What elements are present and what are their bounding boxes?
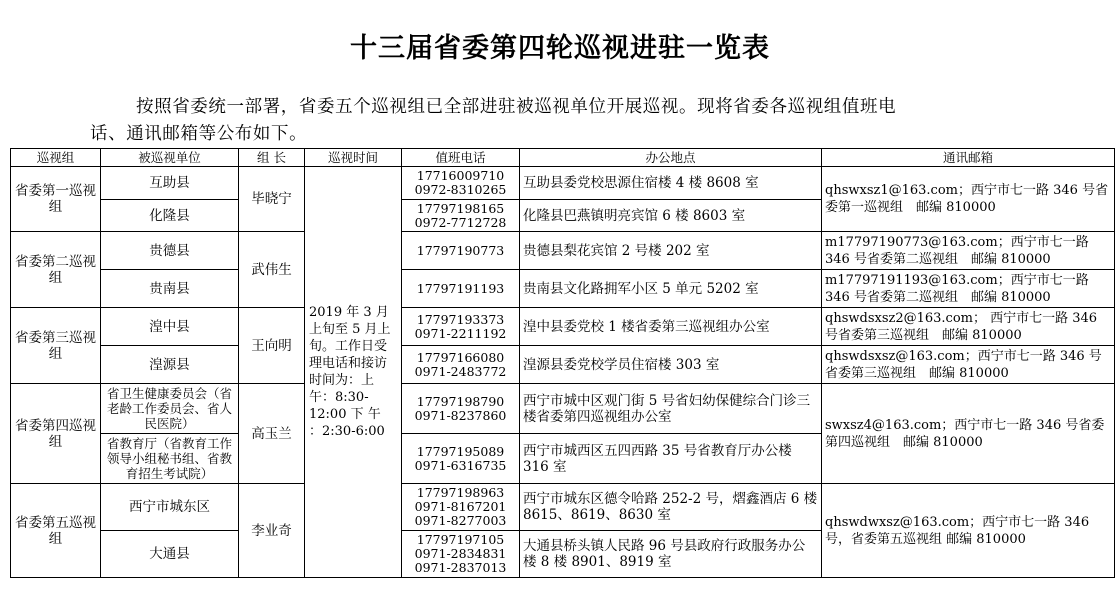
office-cell: 贵德县梨花宾馆 2 号楼 202 室 bbox=[520, 232, 822, 270]
table-row bbox=[11, 308, 1115, 346]
phone-cell bbox=[402, 346, 520, 384]
leader-cell: 高玉兰 bbox=[239, 384, 305, 484]
unit-cell: 化隆县 bbox=[101, 200, 239, 232]
email-cell: qhswdsxsz2@163.com； 西宁市七一路 346 号省委第三巡视组 邮编 810000 bbox=[822, 308, 1115, 346]
office-cell: 化隆县巴燕镇明亮宾馆 6 楼 8603 室 bbox=[520, 200, 822, 232]
phone-number: 0971-2834831 bbox=[414, 546, 507, 561]
leader-cell: 毕晓宁 bbox=[239, 167, 305, 232]
phone-number: 0971-8237860 bbox=[414, 407, 507, 423]
unit-cell: 湟中县 bbox=[101, 308, 239, 346]
phone-cell bbox=[402, 484, 520, 531]
header-phone: 值班电话 bbox=[402, 149, 520, 167]
header-group: 巡视组 bbox=[11, 149, 101, 167]
phone-number: 17797190773 bbox=[416, 242, 505, 258]
phone-number: 17797198790 bbox=[416, 393, 505, 409]
phone-cell bbox=[402, 308, 520, 346]
header-email: 通讯邮箱 bbox=[822, 149, 1115, 167]
email-cell: m17797190773@163.com；西宁市七一路 346 号省委第二巡视组 邮编 810000 bbox=[822, 232, 1115, 270]
phone-cell bbox=[402, 384, 520, 434]
office-cell: 湟中县委党校 1 楼省委第三巡视组办公室 bbox=[520, 308, 822, 346]
email-cell: qhswxsz1@163.com；西宁市七一路 346 号省委第一巡视组 邮编 810000 bbox=[822, 167, 1115, 232]
intro-line-2: 话、通讯邮箱等公布如下。 bbox=[90, 124, 308, 144]
phone-cell bbox=[402, 434, 520, 484]
group-name: 省委第四巡视组 bbox=[11, 384, 101, 484]
unit-cell: 湟源县 bbox=[101, 346, 239, 384]
phone-number: 17797166080 bbox=[416, 349, 505, 365]
group-name: 省委第一巡视组 bbox=[11, 167, 101, 232]
phone-number: 17797195089 bbox=[416, 443, 505, 459]
header-unit: 被巡视单位 bbox=[101, 149, 239, 167]
office-cell: 贵南县文化路拥军小区 5 单元 5202 室 bbox=[520, 270, 822, 308]
phone-number: 17797197105 bbox=[416, 532, 505, 547]
header-time: 巡视时间 bbox=[305, 149, 402, 167]
office-cell: 西宁市城西区五四西路 35 号省教育厅办公楼 316 室 bbox=[520, 434, 822, 484]
phone-number: 17797193373 bbox=[416, 311, 505, 327]
office-cell: 大通县桥头镇人民路 96 号县政府行政服务办公楼 8 楼 8901、8919 室 bbox=[520, 531, 822, 578]
email-cell: swxsz4@163.com；西宁市七一路 346 号省委第四巡视组 邮编 810000 bbox=[822, 384, 1115, 484]
phone-number: 17797191193 bbox=[416, 280, 505, 296]
email-cell: qhswdsxsz@163.com；西宁市七一路 346 号省委第三巡视组 邮编 810000 bbox=[822, 346, 1115, 384]
table-row bbox=[11, 484, 1115, 531]
phone-number: 0971-8277003 bbox=[414, 513, 507, 528]
unit-cell: 省卫生健康委员会（省老龄工作委员会、省人民医院） bbox=[101, 384, 239, 434]
email-cell: qhswdwxsz@163.com；西宁市七一路 346 号，省委第五巡视组 邮编 810000 bbox=[822, 484, 1115, 578]
phone-cell bbox=[402, 200, 520, 232]
intro-line-1: 按照省委统一部署，省委五个巡视组已全部进驻被巡视单位开展巡视。现将省委各巡视组值班电 bbox=[136, 97, 897, 117]
unit-cell: 西宁市城东区 bbox=[101, 484, 239, 531]
intro-paragraph bbox=[90, 94, 1030, 148]
group-name: 省委第二巡视组 bbox=[11, 232, 101, 308]
inspection-time-cell: 2019 年 3 月上旬至 5 月上旬。工作日受理电话和接访时间为：上午：8:30-12:00 下 午 ：2:30-6:00 bbox=[305, 167, 402, 578]
table-row bbox=[11, 346, 1115, 384]
office-cell: 西宁市城东区德令哈路 252-2 号，熠鑫酒店 6 楼 8615、8619、8630 室 bbox=[520, 484, 822, 531]
table-row bbox=[11, 270, 1115, 308]
unit-cell: 贵南县 bbox=[101, 270, 239, 308]
phone-number: 0972-8310265 bbox=[414, 182, 507, 197]
phone-number: 17797198165 bbox=[416, 200, 505, 216]
unit-cell: 贵德县 bbox=[101, 232, 239, 270]
unit-cell: 大通县 bbox=[101, 531, 239, 578]
phone-number: 0971-8167201 bbox=[414, 499, 507, 514]
group-name: 省委第五巡视组 bbox=[11, 484, 101, 578]
office-cell: 湟源县委党校学员住宿楼 303 室 bbox=[520, 346, 822, 384]
leader-cell: 李业奇 bbox=[239, 484, 305, 578]
leader-cell: 武伟生 bbox=[239, 232, 305, 308]
phone-number: 0971-6316735 bbox=[414, 457, 507, 473]
office-cell: 西宁市城中区观门街 5 号省妇幼保健综合门诊三楼省委第四巡视组办公室 bbox=[520, 384, 822, 434]
inspection-table bbox=[10, 148, 1115, 578]
table-row bbox=[11, 232, 1115, 270]
phone-number: 0971-2837013 bbox=[414, 560, 507, 575]
header-office: 办公地点 bbox=[520, 149, 822, 167]
phone-number: 17716009710 bbox=[416, 168, 505, 183]
phone-number: 17797198963 bbox=[416, 485, 505, 500]
unit-cell: 省教育厅（省教育工作领导小组秘书组、省教育招生考试院） bbox=[101, 434, 239, 484]
phone-cell bbox=[402, 167, 520, 200]
leader-cell: 王向明 bbox=[239, 308, 305, 384]
phone-cell bbox=[402, 232, 520, 270]
header-row bbox=[11, 149, 1115, 167]
phone-number: 0971-2211192 bbox=[414, 325, 507, 341]
group-name: 省委第三巡视组 bbox=[11, 308, 101, 384]
phone-cell bbox=[402, 531, 520, 578]
office-cell: 互助县委党校思源住宿楼 4 楼 8608 室 bbox=[520, 167, 822, 200]
email-cell: m17797191193@163.com；西宁市七一路 346 号省委第二巡视组 邮编 810000 bbox=[822, 270, 1115, 308]
table-row bbox=[11, 167, 1115, 200]
unit-cell: 互助县 bbox=[101, 167, 239, 200]
phone-number: 0971-2483772 bbox=[414, 363, 507, 379]
header-leader: 组 长 bbox=[239, 149, 305, 167]
page-title: 十三届省委第四轮巡视进驻一览表 bbox=[350, 33, 770, 64]
phone-cell bbox=[402, 270, 520, 308]
phone-number: 0972-7712728 bbox=[414, 214, 507, 230]
table-row bbox=[11, 384, 1115, 434]
